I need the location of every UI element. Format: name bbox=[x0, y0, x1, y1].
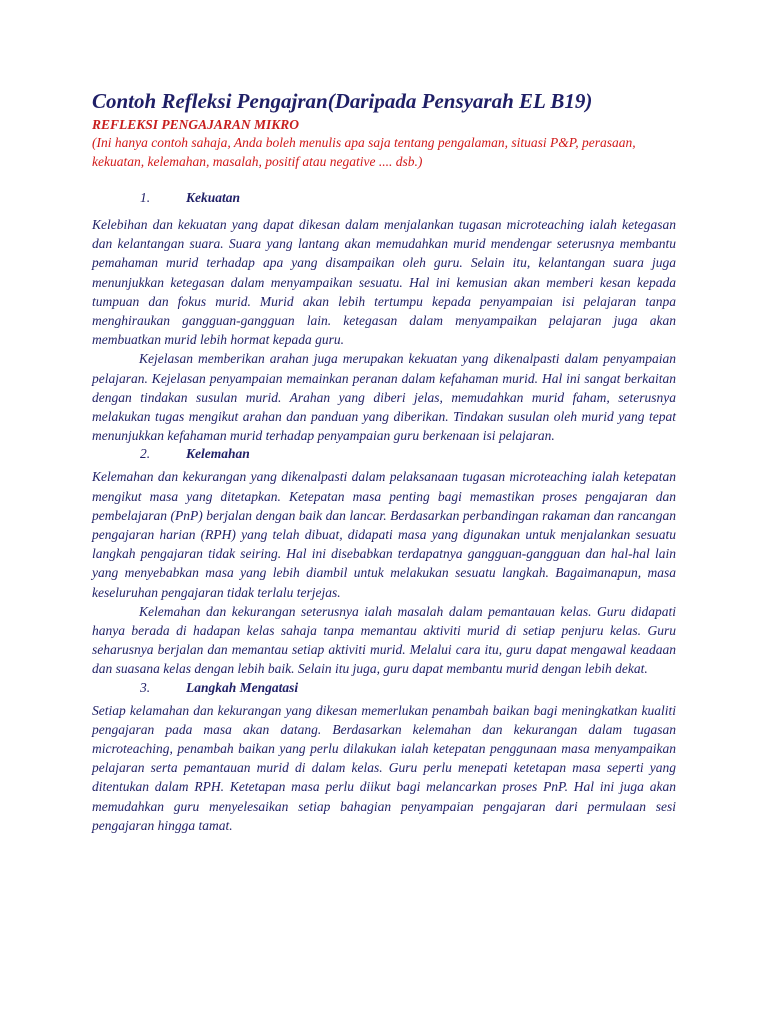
paragraph: Kelemahan dan kekurangan yang dikenalpasti dalam pelaksanaan tugasan microteaching ialah ketepatan mengikut masa yang ditetapkan. Ketepatan masa penting bagi memastikan proses pengajaran dan pembelajaran (PnP) berjalan dengan baik dan lancar. Berdasarkan perbandingan rakaman dan rancangan pengajaran harian (RPH) yang telah dibuat, didapati masa yang digunakan untuk menjalankan sesuatu langkah pengajaran tidak seiring. Hal ini disebabkan terdapatnya gangguan-gangguan dan hal-hal lain yang menyebabkan masa yang lebih diambil untuk melakukan sesuatu langkah. Bagaimanapun, masa keseluruhan pengajaran tidak terlalu terjejas. bbox=[92, 469, 676, 600]
section-title: Kelemahan bbox=[186, 446, 250, 462]
document-title: Contoh Refleksi Pengajran(Daripada Pensyarah EL B19) bbox=[92, 89, 593, 113]
paragraph: Kelemahan dan kekurangan seterusnya ialah masalah dalam pemantauan kelas. Guru didapati hanya berada di hadapan kelas sahaja tanpa memantau aktiviti murid di setiap penjuru kelas. Guru seharusnya berjalan dan memantau setiap aktiviti murid. Melalui cara itu, guru dapat mengawal keadaan dan suasana kelas dengan lebih baik. Selain itu juga, guru dapat membantu murid dengan lebih dekat. bbox=[92, 603, 676, 677]
section-title: Langkah Mengatasi bbox=[186, 679, 299, 695]
section-heading-kelemahan bbox=[92, 445, 676, 463]
document-page bbox=[92, 88, 676, 835]
section-number: 1. bbox=[140, 190, 151, 205]
document-subtitle: REFLEKSI PENGAJARAN MIKRO bbox=[92, 117, 300, 132]
paragraph: Kejelasan memberikan arahan juga merupakan kekuatan yang dikenalpasti dalam penyampaian pelajaran. Kejelasan penyampaian memainkan peranan dalam kefahaman murid. Hal ini sangat berkaitan dengan tindakan susulan murid. Arahan yang diberi jelas, memudahkan murid faham, seterusnya melakukan tugas mengikut arahan dan panduan yang diberikan. Tindakan susulan oleh murid yang tepat menunjukkan kefahaman murid terhadap penyampaian guru berkenaan isi pelajaran. bbox=[92, 351, 676, 444]
paragraph: Kelebihan dan kekuatan yang dapat dikesan dalam menjalankan tugasan microteaching ialah ketegasan dan kelantangan suara. Suara yang lantang akan memudahkan murid mendengar seterusnya membantu pemahaman murid terhadap apa yang disampaikan oleh guru. Selain itu, kelantangan suara juga menunjukkan ketegasan dalam menyampaikan sesuatu. Hal ini kemusian akan memberi kesan kepada tumpuan dan fokus murid. Murid akan lebih tertumpu kepada penyampaian isi pelajaran tanpa menghiraukan gangguan-gangguan lain. ketegasan dalam menyampaikan pelajaran juga akan membuatkan murid lebih hormat kepada guru. bbox=[92, 217, 676, 348]
section-title: Kekuatan bbox=[186, 190, 241, 205]
paragraph: Setiap kelamahan dan kekurangan yang dikesan memerlukan penambah baikan bagi meningkatkan kualiti pengajaran pada masa akan datang. Berdasarkan kelemahan dan kekurangan dalam tugasan microteaching, penambah baikan yang perlu dilakukan ialah ketepatan penggunaan masa menyampaikan pelajaran serta pemantauan murid di dalam kelas. Guru perlu menepati ketetapan masa seperti yang ditentukan dalam RPH. Ketetapan masa perlu diikut bagi melancarkan proses PnP. Hal ini juga akan memudahkan guru menyelesaikan setiap bahagian penyampaian pengajaran dari permulaan sesi pengajaran hingga tamat. bbox=[92, 702, 676, 833]
section-heading-kekuatan bbox=[92, 189, 676, 207]
instruction-note: (Ini hanya contoh sahaja, Anda boleh menulis apa saja tentang pengalaman, situasi P&P, perasaan, kekuatan, kelemahan, masalah, positif atau negative .... dsb.) bbox=[92, 135, 636, 169]
section-heading-langkah-mengatasi bbox=[92, 679, 676, 697]
section-number: 2. bbox=[140, 446, 151, 462]
section-number: 3. bbox=[140, 679, 151, 695]
